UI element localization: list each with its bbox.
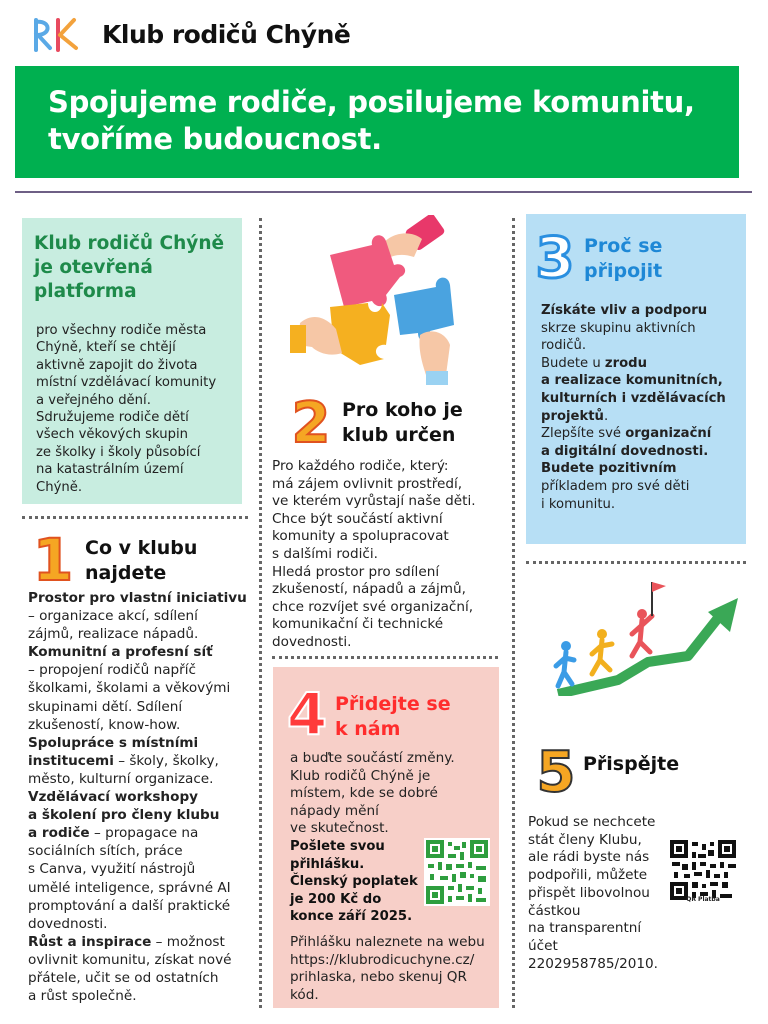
- text-line: rodičů.: [541, 338, 587, 354]
- item-title: a školení pro členy klubu: [28, 807, 220, 824]
- item-title: a rodiče: [28, 825, 90, 842]
- text-line: prihlaska, nebo skenuj QR: [290, 969, 467, 986]
- text-line: a buďte součástí změny.: [290, 750, 455, 766]
- heading-line: Pro koho je: [342, 399, 463, 421]
- heading-line: klub určen: [342, 424, 456, 446]
- text-line: Klub rodičů Chýně je: [290, 767, 431, 784]
- item-text: umělé inteligence, správné AI: [28, 879, 231, 896]
- section1-heading: [85, 536, 245, 586]
- text-line: Pro každého rodiče, který:: [272, 458, 449, 474]
- text-line: příkladem pro své děti: [541, 478, 690, 494]
- text-line: ve skutečnost.: [290, 820, 389, 837]
- item-text: s Canva, využití nástrojů: [28, 861, 196, 878]
- item-text: – možnost: [151, 933, 225, 950]
- bold-text: kulturních i vzdělávacích: [541, 390, 726, 406]
- heading-line: Co v klubu: [85, 537, 198, 559]
- plain-text: Budete u: [541, 355, 605, 371]
- text-line: [541, 460, 741, 478]
- text-line: stát členy Klubu,: [528, 831, 642, 848]
- qr-code-icon[interactable]: [424, 838, 490, 906]
- heading-line: najdete: [85, 562, 167, 584]
- text-line: Pokud se nechcete: [528, 814, 656, 830]
- item-text: ovlivnit komunitu, získat nové: [28, 951, 232, 968]
- number-4-text: 4: [286, 682, 328, 740]
- text-line: je 200 Kč do: [290, 891, 382, 907]
- item-title: Růst a inspirace: [28, 933, 152, 950]
- number-3-text: 3: [535, 227, 575, 283]
- item-text: skupinami dětí. Sdílení: [28, 698, 183, 715]
- bold-text: zrodu: [604, 355, 647, 371]
- text-line: konce září 2025.: [290, 909, 413, 925]
- number-1-text: 1: [32, 528, 74, 586]
- section4-body: [290, 750, 490, 838]
- item-title: Komunitní a profesní síť: [28, 644, 213, 661]
- text-line: má zájem ovlivnit prostředí,: [272, 475, 463, 492]
- item-text: – propagace na: [89, 825, 199, 842]
- text-line: Přihlášku naleznete na webu: [290, 934, 485, 950]
- logo-rk-icon: [28, 14, 88, 54]
- item-text: a růst společně.: [28, 988, 137, 1005]
- number-1-icon: [32, 528, 74, 586]
- text-line: Chýně, kteří se chtějí: [36, 340, 176, 356]
- bold-text: a realizace komunitních,: [541, 373, 723, 389]
- text-line: Sdružujeme rodiče dětí: [36, 410, 189, 426]
- text-line: kód.: [290, 986, 319, 1003]
- bold-text: a digitální dovednosti.: [541, 443, 709, 459]
- platform-heading-line: je otevřená: [34, 257, 153, 278]
- text-line: podpořili, můžete: [528, 867, 648, 884]
- divider: [512, 218, 515, 1008]
- banner-line-1: Spojujeme rodiče, posilujeme komunitu,: [48, 85, 695, 119]
- section1-body: [28, 589, 258, 1005]
- section3-body: [541, 302, 741, 513]
- platform-body: [36, 322, 236, 496]
- text-line: [541, 425, 741, 443]
- text-line: Chce být součástí aktivní: [272, 510, 443, 527]
- item-title: Prostor pro vlastní iniciativu: [28, 590, 247, 606]
- bold-text: Budete pozitivním: [541, 461, 677, 477]
- heading-line: Proč se: [584, 235, 663, 257]
- text-line: aktivně zapojit do života: [36, 357, 198, 373]
- text-line: [541, 408, 741, 426]
- item-title: Vzdělávací workshopy: [28, 789, 199, 806]
- item-text: zkušeností, know-how.: [28, 716, 181, 733]
- application-link[interactable]: https://klubrodicuchyne.cz/: [290, 951, 475, 968]
- item-text: přátele, učit se od ostatních: [28, 969, 219, 986]
- plain-text: Zlepšíte své: [541, 426, 626, 442]
- account-number: 2202958785/2010.: [528, 955, 658, 972]
- text-line: [541, 443, 741, 461]
- item-text: sociálních sítích, práce: [28, 843, 183, 860]
- divider: [15, 191, 752, 193]
- item-text: promptování a další praktické: [28, 897, 231, 914]
- text-line: ale rádi byste nás: [528, 849, 650, 866]
- text-line: Pošlete svou: [290, 839, 385, 854]
- banner-slogan: [48, 84, 708, 158]
- platform-heading: [34, 232, 239, 304]
- item-line: [28, 933, 258, 951]
- text-line: účet: [528, 937, 558, 954]
- item-text: – organizace akcí, sdílení: [28, 608, 198, 625]
- text-line: a veřejného dění.: [36, 392, 151, 408]
- qr-payment-label: QR Platba: [686, 896, 720, 903]
- text-line: zkušeností, nápadů a zájmů,: [272, 581, 466, 598]
- divider: [272, 656, 498, 659]
- org-title: Klub rodičů Chýně: [102, 20, 351, 49]
- divider: [22, 516, 248, 519]
- section4-footer: [290, 934, 495, 1004]
- text-line: [541, 390, 741, 408]
- banner-line-2: tvoříme budoucnost.: [48, 122, 382, 156]
- text-line: na transparentní: [528, 920, 642, 937]
- membership-fee-note: [290, 838, 425, 926]
- text-line: přihlášku.: [290, 856, 365, 872]
- item-text: město, kulturní organizace.: [28, 770, 214, 787]
- text-line: Hledá prostor pro sdílení: [272, 563, 440, 580]
- text-line: chce rozvíjet své organizační,: [272, 598, 474, 615]
- item-text: zájmů, realizace nápadů.: [28, 626, 199, 643]
- item-title: Spolupráce s místními: [28, 734, 199, 751]
- bold-text: organizační: [625, 426, 712, 442]
- text-line: komunikační či technické: [272, 616, 444, 633]
- number-3-icon: [533, 227, 577, 283]
- text-line: s dalšími rodiči.: [272, 545, 378, 562]
- bold-text: Získáte vliv a podporu: [541, 303, 708, 318]
- item-text: – propojení rodičů napříč: [28, 662, 196, 679]
- text-line: ze školky i školy působící: [36, 444, 201, 460]
- text-line: [541, 372, 741, 390]
- divider: [259, 218, 262, 1008]
- number-2-icon: [290, 392, 332, 448]
- item-line: [28, 752, 258, 770]
- item-text: dovednosti.: [28, 915, 108, 932]
- text-line: ve kterém vyrůstají naše děti.: [272, 493, 476, 510]
- heading-line: připojit: [584, 260, 663, 282]
- item-text: – školy, školky,: [113, 752, 219, 769]
- growth-arrow-illustration: [548, 576, 748, 696]
- text-line: komunity a spolupracovat: [272, 528, 449, 545]
- number-4-icon: [286, 682, 328, 740]
- text-line: skrze skupinu aktivních: [541, 320, 696, 336]
- number-2-text: 2: [291, 392, 331, 448]
- text-line: částkou: [528, 902, 581, 919]
- text-line: [541, 355, 741, 373]
- text-line: Členský poplatek: [290, 874, 418, 890]
- section5-body: [528, 814, 673, 973]
- item-line: [28, 824, 258, 842]
- heading-line: Přidejte se: [335, 693, 451, 715]
- section2-heading: [342, 398, 492, 448]
- platform-heading-line: Klub rodičů Chýně: [34, 233, 225, 254]
- text-line: dovednosti.: [272, 633, 352, 650]
- text-line: místem, kde se dobré: [290, 785, 438, 802]
- text-line: pro všechny rodiče města: [36, 323, 207, 338]
- item-title: institucemi: [28, 752, 114, 769]
- section3-heading: [584, 234, 734, 284]
- text-line: [541, 302, 741, 320]
- item-text: školkami, školami a věkovými: [28, 680, 231, 697]
- plain-text: .: [603, 408, 609, 424]
- bold-text: projektů: [541, 408, 604, 424]
- text-line: nápady mění: [290, 802, 379, 819]
- text-line: i komunitu.: [541, 496, 616, 512]
- text-line: přispět libovolnou: [528, 884, 650, 901]
- section4-heading: [335, 692, 485, 742]
- heading-line: k nám: [335, 718, 401, 740]
- platform-heading-line: platforma: [34, 281, 137, 302]
- text-line: všech věkových skupin: [36, 427, 189, 443]
- puzzle-hands-illustration: [290, 215, 470, 385]
- text-line: místní vzdělávací komunity: [36, 375, 217, 391]
- number-5-text: 5: [536, 741, 576, 797]
- divider: [526, 561, 746, 564]
- text-line: Chýně.: [36, 479, 83, 495]
- section5-heading: Přispějte: [583, 753, 680, 775]
- section2-body: [272, 458, 497, 652]
- text-line: na katastrálním území: [36, 462, 184, 478]
- number-5-icon: [536, 741, 576, 797]
